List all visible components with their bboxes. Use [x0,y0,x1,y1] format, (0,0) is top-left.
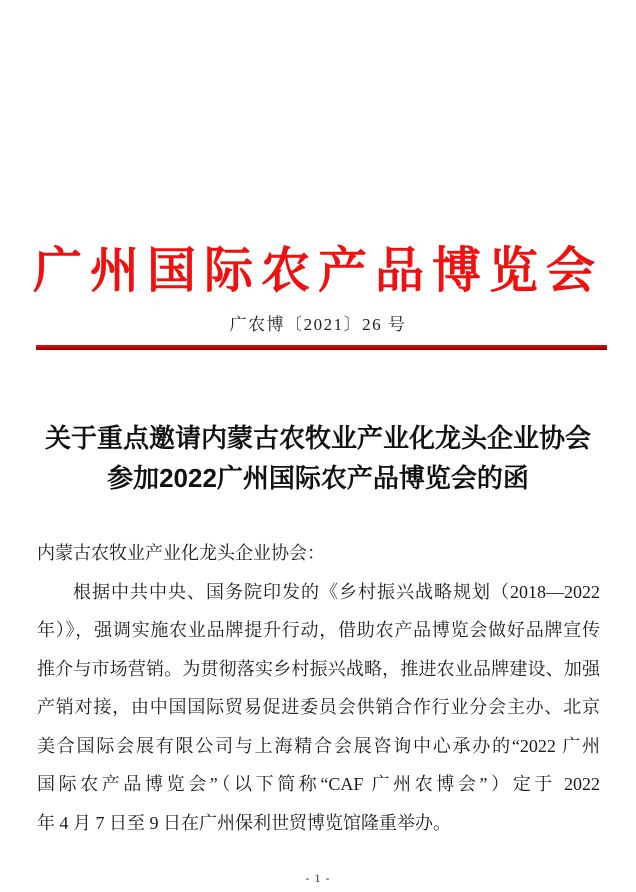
body-line: 根据中共中央、国务院印发的《乡村振兴战略规划（2018—2022 [73,581,600,602]
body-line: 年 4 月 7 日至 9 日在广州保利世贸博览馆隆重举办。 [37,812,451,833]
body-line: 推介与市场营销。为贯彻落实乡村振兴战略，推进农业品牌建设、加强 [37,658,600,679]
subject-line-1: 关于重点邀请内蒙古农牧业产业化龙头企业协会 [44,423,591,453]
letter-body [0,534,636,842]
body-line: 年）》，强调实施农业品牌提升行动，借助农产品博览会做好品牌宣传 [37,620,600,640]
document-number: 广农博〔2021〕26 号 [229,315,407,334]
salutation: 内蒙古农牧业产业化龙头企业协会： [37,543,325,563]
body-line: 产销对接，由中国国际贸易促进委员会供销合作行业分会主办、北京 [37,697,600,717]
red-divider-rule [36,345,607,350]
letterhead [0,0,636,350]
body-line: 美合国际会展有限公司与上海精合会展咨询中心承办的“2022 广州 [37,735,600,756]
subject-heading [0,418,636,498]
subject-line-2: 参加2022广州国际农产品博览会的函 [107,463,529,493]
letterhead-title: 广州国际农产品博览会 [32,243,603,298]
page-number: - 1 - [305,871,331,885]
body-line: 国际农产品博览会”（以下简称“CAF 广州农博会”）定于 2022 [37,774,600,794]
